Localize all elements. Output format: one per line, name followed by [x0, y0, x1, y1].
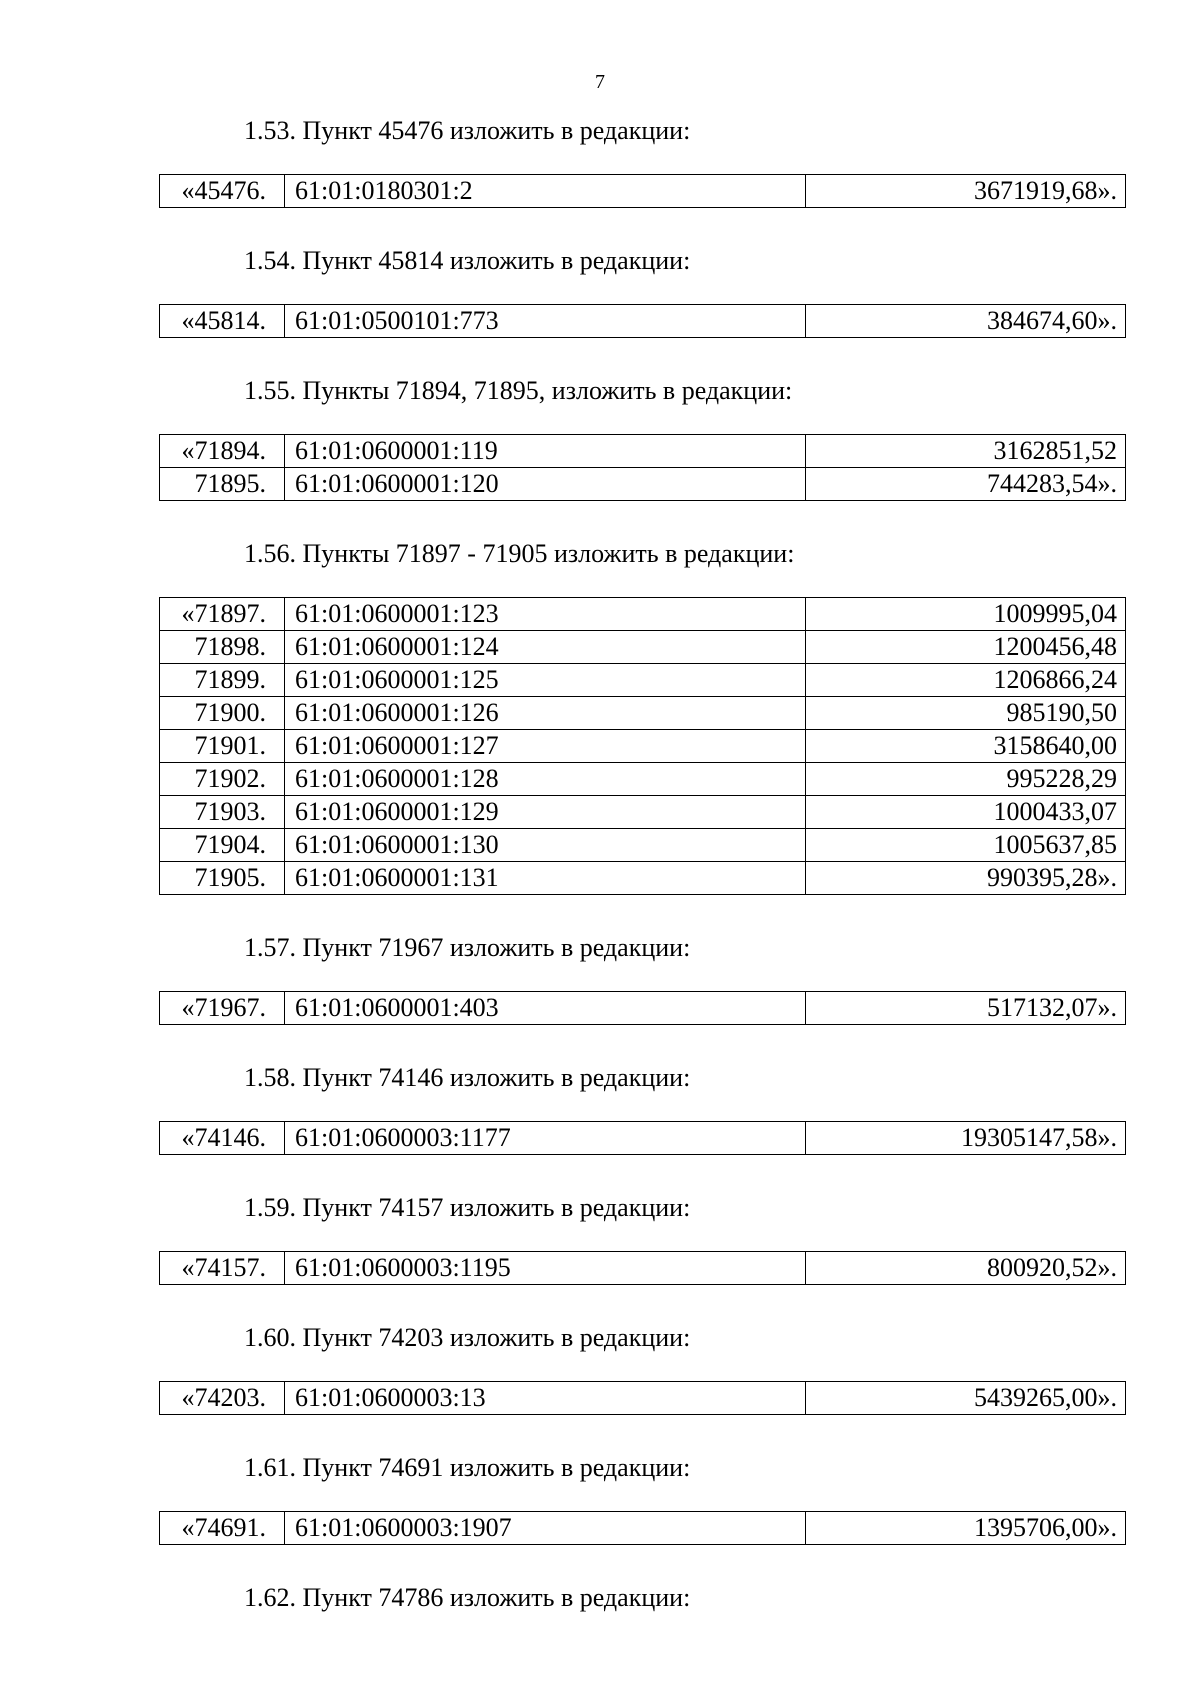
cadastral-number-cell: 61:01:0600001:128 [285, 763, 806, 796]
cadastral-value-cell: 517132,07». [806, 992, 1126, 1025]
cadastral-value-cell: 19305147,58». [806, 1122, 1126, 1155]
table-row [160, 631, 1126, 664]
table-row [160, 1122, 1126, 1155]
amendment-section [0, 534, 1200, 895]
cadastral-value-cell: 1009995,04 [806, 598, 1126, 631]
cadastral-value-cell: 3158640,00 [806, 730, 1126, 763]
amendment-table [159, 174, 1126, 208]
cadastral-number-cell: 61:01:0600001:130 [285, 829, 806, 862]
section-heading: 1.59. Пункт 74157 изложить в редакции: [244, 1193, 691, 1222]
table-row [160, 598, 1126, 631]
item-number-cell: «71897. [160, 598, 285, 631]
item-number-cell: 71903. [160, 796, 285, 829]
item-number-cell: 71902. [160, 763, 285, 796]
amendment-table [159, 1121, 1126, 1155]
table-row [160, 730, 1126, 763]
amendment-table [159, 1381, 1126, 1415]
amendment-table [159, 597, 1126, 895]
cadastral-value-cell: 995228,29 [806, 763, 1126, 796]
section-heading: 1.60. Пункт 74203 изложить в редакции: [244, 1323, 691, 1352]
section-heading: 1.53. Пункт 45476 изложить в редакции: [244, 116, 691, 145]
table-row [160, 697, 1126, 730]
cadastral-number-cell: 61:01:0600003:1907 [285, 1512, 806, 1545]
item-number-cell: «74203. [160, 1382, 285, 1415]
cadastral-number-cell: 61:01:0600003:1177 [285, 1122, 806, 1155]
table-row [160, 305, 1126, 338]
amendment-section [0, 1318, 1200, 1415]
item-number-cell: 71905. [160, 862, 285, 895]
section-heading: 1.55. Пункты 71894, 71895, изложить в редакции: [244, 376, 793, 405]
cadastral-value-cell: 1000433,07 [806, 796, 1126, 829]
item-number-cell: «45814. [160, 305, 285, 338]
section-heading: 1.56. Пункты 71897 - 71905 изложить в редакции: [244, 539, 795, 568]
item-number-cell: 71899. [160, 664, 285, 697]
item-number-cell: 71898. [160, 631, 285, 664]
cadastral-number-cell: 61:01:0500101:773 [285, 305, 806, 338]
cadastral-number-cell: 61:01:0600003:1195 [285, 1252, 806, 1285]
amendment-table [159, 1511, 1126, 1545]
cadastral-value-cell: 800920,52». [806, 1252, 1126, 1285]
cadastral-value-cell: 3671919,68». [806, 175, 1126, 208]
table-row [160, 435, 1126, 468]
item-number-cell: 71901. [160, 730, 285, 763]
cadastral-value-cell: 1005637,85 [806, 829, 1126, 862]
section-heading: 1.61. Пункт 74691 изложить в редакции: [244, 1453, 691, 1482]
amendment-table [159, 434, 1126, 501]
table-row [160, 829, 1126, 862]
cadastral-value-cell: 1206866,24 [806, 664, 1126, 697]
table-row [160, 763, 1126, 796]
item-number-cell: «45476. [160, 175, 285, 208]
table-row [160, 992, 1126, 1025]
amendment-section [0, 1188, 1200, 1285]
amendment-section [0, 1058, 1200, 1155]
cadastral-number-cell: 61:01:0600001:129 [285, 796, 806, 829]
item-number-cell: «71894. [160, 435, 285, 468]
page-number: 7 [595, 71, 605, 93]
cadastral-number-cell: 61:01:0600001:403 [285, 992, 806, 1025]
item-number-cell: 71895. [160, 468, 285, 501]
cadastral-number-cell: 61:01:0600001:131 [285, 862, 806, 895]
cadastral-number-cell: 61:01:0600001:125 [285, 664, 806, 697]
cadastral-value-cell: 985190,50 [806, 697, 1126, 730]
cadastral-number-cell: 61:01:0180301:2 [285, 175, 806, 208]
item-number-cell: «74157. [160, 1252, 285, 1285]
table-row [160, 175, 1126, 208]
cadastral-number-cell: 61:01:0600003:13 [285, 1382, 806, 1415]
amendment-section [0, 928, 1200, 1025]
amendment-table [159, 991, 1126, 1025]
table-row [160, 1382, 1126, 1415]
amendment-section [0, 1578, 1200, 1618]
cadastral-number-cell: 61:01:0600001:123 [285, 598, 806, 631]
amendment-section [0, 111, 1200, 208]
amendment-section [0, 371, 1200, 501]
cadastral-value-cell: 1200456,48 [806, 631, 1126, 664]
cadastral-number-cell: 61:01:0600001:119 [285, 435, 806, 468]
table-row [160, 796, 1126, 829]
amendment-table [159, 304, 1126, 338]
cadastral-value-cell: 1395706,00». [806, 1512, 1126, 1545]
cadastral-value-cell: 5439265,00». [806, 1382, 1126, 1415]
cadastral-number-cell: 61:01:0600001:126 [285, 697, 806, 730]
item-number-cell: 71904. [160, 829, 285, 862]
cadastral-number-cell: 61:01:0600001:124 [285, 631, 806, 664]
table-row [160, 468, 1126, 501]
table-row [160, 1512, 1126, 1545]
item-number-cell: «74691. [160, 1512, 285, 1545]
item-number-cell: «71967. [160, 992, 285, 1025]
cadastral-value-cell: 990395,28». [806, 862, 1126, 895]
section-heading: 1.62. Пункт 74786 изложить в редакции: [244, 1583, 691, 1612]
item-number-cell: «74146. [160, 1122, 285, 1155]
amendment-table [159, 1251, 1126, 1285]
item-number-cell: 71900. [160, 697, 285, 730]
cadastral-number-cell: 61:01:0600001:127 [285, 730, 806, 763]
section-heading: 1.57. Пункт 71967 изложить в редакции: [244, 933, 691, 962]
table-row [160, 862, 1126, 895]
cadastral-value-cell: 3162851,52 [806, 435, 1126, 468]
section-heading: 1.54. Пункт 45814 изложить в редакции: [244, 246, 691, 275]
amendment-section [0, 241, 1200, 338]
section-heading: 1.58. Пункт 74146 изложить в редакции: [244, 1063, 691, 1092]
cadastral-value-cell: 744283,54». [806, 468, 1126, 501]
cadastral-value-cell: 384674,60». [806, 305, 1126, 338]
table-row [160, 664, 1126, 697]
document-body [0, 111, 1200, 1641]
cadastral-number-cell: 61:01:0600001:120 [285, 468, 806, 501]
amendment-section [0, 1448, 1200, 1545]
table-row [160, 1252, 1126, 1285]
